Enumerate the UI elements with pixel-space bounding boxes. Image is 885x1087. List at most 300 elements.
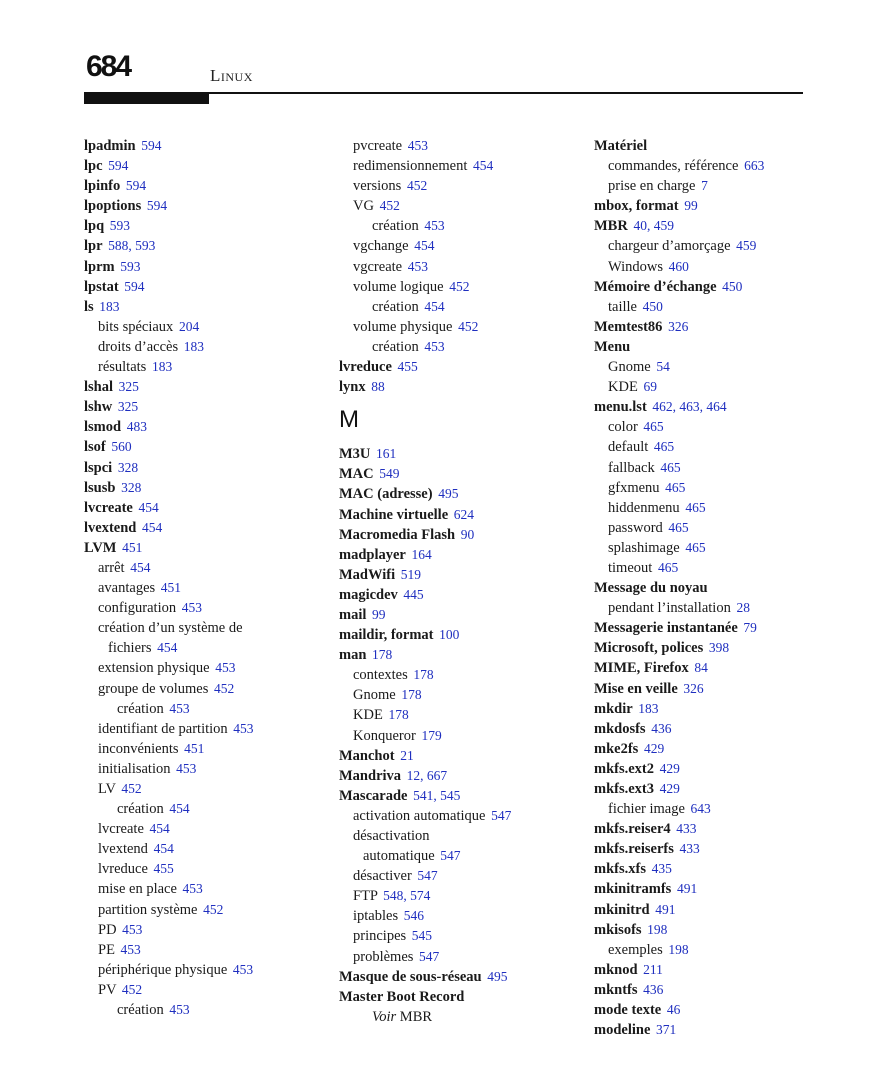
index-subentry [339,906,589,926]
entry-term: contextes [353,667,408,684]
page-reference[interactable]: 624 [453,506,475,522]
entry-term: MadWifi [339,566,396,583]
page-reference[interactable]: 453 [176,760,197,776]
page-header [0,0,885,110]
page-reference[interactable]: 453 [182,881,203,897]
page-reference[interactable]: 429 [659,781,680,796]
index-subentry [594,940,844,960]
entry-term: Microsoft, polices [594,640,704,657]
page-reference[interactable]: 178 [372,647,393,663]
page-reference[interactable]: 325 [118,379,139,395]
entry-term: extension physique [98,660,210,677]
entry-term: PV [98,981,117,998]
entry-term: périphérique physique [98,961,228,978]
index-subentry [84,980,334,1000]
index-entry [84,498,334,518]
page-reference[interactable]: 465 [657,559,679,575]
index-entry [84,236,334,256]
index-subentry [339,665,589,685]
page-reference[interactable]: 178 [401,687,422,703]
page-reference[interactable]: 178 [413,667,434,683]
page-reference[interactable]: 593 [109,218,131,234]
index-entry [594,618,844,638]
entry-term: Messagerie instantanée [594,620,738,637]
index-subentry [339,705,589,725]
entry-term: PE [98,941,115,958]
entry-term: principes [353,928,407,945]
index-subentry [594,236,844,256]
page-reference[interactable]: 12, 667 [406,767,448,783]
index-subentry [84,317,334,337]
entry-term: désactiver [353,868,412,885]
index-entry [84,397,334,417]
entry-term: lvreduce [98,861,148,878]
entry-term: versions [353,178,402,195]
entry-term: lvcreate [84,499,133,516]
page-reference[interactable]: 465 [660,459,681,475]
entry-term: ls [84,298,94,315]
index-subentry [339,317,589,337]
page-reference[interactable]: 453 [233,720,254,736]
page-reference[interactable]: 465 [668,519,689,535]
index-subentry [84,558,334,578]
page-reference[interactable]: 452 [449,278,470,294]
entry-term: création [117,801,164,818]
page-reference[interactable]: 453 [424,218,445,234]
entry-term: lsof [84,439,106,456]
page-reference[interactable]: 183 [151,359,173,375]
page-reference[interactable]: 541, 545 [413,787,461,803]
page-reference[interactable]: 491 [676,881,698,897]
page-reference[interactable]: 452 [213,680,235,696]
index-subentry [339,297,589,317]
page-reference[interactable]: 594 [125,178,147,194]
page-reference[interactable]: 99 [372,606,386,622]
page-reference[interactable]: 547 [417,868,438,884]
entry-term: mkntfs [594,981,638,998]
entry-term: VG [353,198,374,215]
page-reference[interactable]: 100 [439,627,460,643]
page-reference[interactable]: 453 [122,921,143,937]
page-reference[interactable]: 451 [184,740,205,756]
index-subentry [84,879,334,899]
index-subentry [84,679,334,699]
index-column-2 [339,136,589,1027]
page-reference[interactable]: 455 [153,861,174,877]
entry-term: mkfs.xfs [594,861,646,878]
entry-term: création [117,1002,164,1019]
entry-term: MIME, Firefox [594,660,689,677]
page-reference[interactable]: 546 [403,908,424,924]
page-reference[interactable]: 465 [653,439,675,455]
page-reference[interactable]: 663 [744,158,765,174]
index-entry [339,545,589,565]
index-subentry [339,257,589,277]
index-subentry [339,846,589,866]
page-reference[interactable]: 183 [99,298,120,314]
running-title: Linux [210,66,253,85]
page-reference[interactable]: 465 [665,479,686,495]
index-entry [594,658,844,678]
index-entry [594,739,844,759]
entry-term: groupe de volumes [98,680,209,697]
index-subentry [339,1007,589,1027]
page-reference[interactable]: 454 [472,158,494,174]
page-reference[interactable]: 547 [440,848,461,864]
page-reference[interactable]: 90 [460,526,475,542]
index-subentry [84,759,334,779]
entry-term: partition système [98,901,198,918]
entry-term: commandes, référence [608,158,739,175]
page-reference[interactable]: 548, 574 [383,888,431,904]
index-column-1 [84,136,334,1020]
page-reference[interactable]: 69 [643,379,657,395]
page-reference[interactable]: 547 [491,807,512,823]
index-subentry [339,685,589,705]
index-entry [339,585,589,605]
index-entry [339,645,589,665]
page-reference[interactable]: 453 [181,600,202,616]
page-reference[interactable]: 454 [169,801,190,817]
entry-term: lpr [84,238,103,255]
entry-term: désactivation [353,828,430,844]
index-subentry [84,940,334,960]
index-entry [594,819,844,839]
page-reference[interactable]: 452 [406,178,428,194]
page-reference[interactable]: 549 [379,466,400,482]
index-subentry [594,176,844,196]
page-reference[interactable]: 454 [130,559,151,575]
index-entry [594,699,844,719]
index-entry [84,297,334,317]
page-reference[interactable]: 454 [424,298,445,314]
entry-term: bits spéciaux [98,318,174,335]
page-reference[interactable]: 84 [694,660,708,676]
page-reference[interactable]: 454 [138,499,159,515]
entry-term: Message du noyau [594,580,708,597]
page-reference[interactable]: 40, 459 [633,218,674,234]
page-reference[interactable]: 460 [668,258,689,274]
page-reference[interactable]: 491 [655,901,676,917]
index-entry [339,746,589,766]
index-subentry [594,538,844,558]
page-reference[interactable]: 560 [111,439,132,455]
page-reference[interactable]: 545 [411,928,433,944]
index-subentry [339,726,589,746]
entry-term: fichier image [608,801,685,818]
entry-term: iptables [353,908,399,925]
index-entry [594,980,844,1000]
index-subentry [84,839,334,859]
entry-term: configuration [98,600,177,617]
page-reference[interactable]: 161 [376,446,397,462]
page-reference[interactable]: 459 [736,238,757,254]
page-reference[interactable]: 453 [169,700,190,716]
page-reference[interactable]: 328 [117,459,139,475]
page-reference[interactable]: 453 [232,961,254,977]
entry-term: mode texte [594,1002,662,1019]
page-reference[interactable]: 79 [743,620,757,636]
index-entry [339,967,589,987]
page-reference[interactable]: 21 [400,747,414,763]
page-reference[interactable]: 454 [157,640,178,656]
entry-term: mail [339,606,367,623]
entry-term: droits d’accès [98,338,179,355]
section-letter: M [339,406,359,434]
entry-term: mise en place [98,881,177,898]
index-subentry [339,926,589,946]
index-subentry [594,156,844,176]
index-entry [594,196,844,216]
index-entry [339,444,589,464]
page-reference[interactable]: 454 [414,238,435,254]
entry-term: arrêt [98,559,125,576]
index-entry [594,216,844,236]
index-subentry [594,518,844,538]
see-reference: MBR [399,1008,433,1025]
index-entry [339,987,589,1007]
index-entry [84,277,334,297]
index-subentry [84,799,334,819]
entry-term: fallback [608,459,655,476]
entry-term: création [117,700,164,717]
page-reference[interactable]: 328 [121,479,142,495]
index-entry [339,786,589,806]
entry-term: Manchot [339,747,395,764]
index-subentry [84,819,334,839]
page-reference[interactable]: 183 [183,338,204,354]
index-entry [594,1000,844,1020]
page-reference[interactable]: 326 [668,318,689,334]
entry-term: Voir [372,1008,397,1025]
page-reference[interactable]: 454 [149,821,170,837]
entry-term: volume physique [353,318,453,335]
entry-term: chargeur d’amorçage [608,238,731,255]
index-entry [84,216,334,236]
page-reference[interactable]: 88 [371,379,385,395]
page-reference[interactable]: 28 [736,600,750,616]
page-reference[interactable]: 454 [153,841,174,857]
header-rule-block [84,94,209,104]
index-entry [84,176,334,196]
page-reference[interactable]: 451 [160,580,182,596]
page-reference[interactable]: 453 [215,660,236,676]
page-reference[interactable]: 450 [642,298,663,314]
page-reference[interactable]: 495 [487,968,508,984]
index-subentry [594,558,844,578]
index-entry [594,317,844,337]
index-subentry [339,156,589,176]
page-reference[interactable]: 519 [400,566,421,582]
page-reference[interactable]: 433 [679,841,700,857]
page-reference[interactable]: 433 [676,821,697,837]
page-reference[interactable]: 594 [141,138,162,153]
index-entry [339,377,589,397]
index-subentry [84,598,334,618]
page-reference[interactable]: 99 [684,198,698,214]
page-reference[interactable]: 179 [421,727,442,743]
page-reference[interactable]: 594 [124,278,145,294]
page-reference[interactable]: 435 [651,861,672,877]
page-reference[interactable]: 452 [458,318,479,334]
page-reference[interactable]: 594 [108,158,129,174]
index-subentry [339,337,589,357]
page-reference[interactable]: 593 [120,258,141,274]
entry-term: timeout [608,559,653,576]
index-subentry [339,216,589,236]
entry-term: taille [608,298,637,315]
page-reference[interactable]: 211 [643,961,663,977]
page-reference[interactable]: 451 [122,539,143,555]
entry-term: volume logique [353,278,444,295]
entry-term: mkinitrd [594,901,650,918]
page-reference[interactable]: 436 [643,981,664,997]
entry-term: Gnome [353,687,396,704]
page-reference[interactable]: 7 [701,178,708,194]
page-reference[interactable]: 204 [178,318,200,334]
page-reference[interactable]: 429 [659,760,680,776]
index-entry [84,518,334,538]
entry-term: password [608,519,663,536]
entry-term: redimensionnement [353,158,468,175]
page-reference[interactable]: 198 [647,921,668,937]
page-reference[interactable]: 371 [656,1022,677,1038]
index-subentry [339,176,589,196]
index-subentry [84,618,334,638]
index-entry [594,859,844,879]
page-reference[interactable]: 46 [666,1002,681,1018]
entry-term: mkdir [594,700,633,717]
entry-term: lpinfo [84,178,121,195]
page-reference[interactable]: 465 [685,499,706,515]
index-subentry [84,578,334,598]
entry-term: création [372,298,419,315]
page-reference[interactable]: 453 [120,941,141,957]
entry-term: magicdev [339,586,398,603]
index-subentry [594,458,844,478]
index-entry [594,900,844,920]
page-reference[interactable]: 325 [117,399,139,415]
page-reference[interactable]: 436 [651,720,672,736]
index-subentry [339,886,589,906]
entry-term: lvcreate [98,821,144,838]
index-entry [594,759,844,779]
index-subentry [594,357,844,377]
index-entry [84,156,334,176]
page-reference[interactable]: 643 [690,801,711,817]
page-reference[interactable]: 183 [638,700,659,716]
page-reference[interactable]: 547 [419,948,440,964]
index-subentry [339,806,589,826]
entry-term: identifiant de partition [98,720,228,737]
page-reference[interactable]: 452 [121,981,143,997]
index-entry [84,136,334,156]
entry-term: création d’un système de [98,620,243,637]
page-reference[interactable]: 450 [722,278,743,294]
page-reference[interactable]: 164 [411,546,432,562]
entry-term: lpq [84,218,105,235]
index-subentry [339,866,589,886]
entry-term: vgchange [353,238,409,255]
entry-term: inconvénients [98,740,179,757]
entry-term: color [608,419,638,436]
entry-term: Memtest86 [594,318,663,335]
entry-term: problèmes [353,948,414,965]
page-reference[interactable]: 398 [708,640,730,656]
page-reference[interactable]: 453 [407,138,428,153]
page-reference[interactable]: 453 [424,338,445,354]
page-reference[interactable]: 453 [407,258,428,274]
index-entry [594,1020,844,1040]
page-reference[interactable]: 588, 593 [108,238,156,254]
entry-term: lpoptions [84,198,142,215]
entry-term: PD [98,921,117,938]
page-reference[interactable]: 495 [438,486,459,502]
page-reference[interactable]: 198 [668,941,689,957]
entry-term: Mise en veille [594,680,678,697]
entry-term: modeline [594,1022,651,1039]
page-reference[interactable]: 326 [683,680,704,696]
page-reference[interactable]: 465 [685,539,706,555]
entry-term: MAC [339,466,374,483]
entry-term: avantages [98,580,156,597]
page-reference[interactable]: 455 [397,359,418,375]
index-subentry [339,947,589,967]
entry-term: M3U [339,446,371,463]
page-reference[interactable]: 594 [146,198,168,214]
entry-term: Macromedia Flash [339,526,456,543]
index-entry [84,478,334,498]
page-reference[interactable]: 465 [643,419,664,435]
index-subentry [84,719,334,739]
entry-term: mkinitramfs [594,881,672,898]
page-reference[interactable]: 178 [388,707,409,723]
entry-term: mbox, format [594,198,679,215]
index-entry [594,839,844,859]
page-reference[interactable]: 462, 463, 464 [652,399,727,415]
entry-term: pendant l’installation [608,600,731,617]
entry-term: lspci [84,459,113,476]
index-subentry [594,478,844,498]
index-entry [84,196,334,216]
entry-term: lshal [84,379,114,396]
index-entry [594,277,844,297]
index-entry [339,565,589,585]
entry-term: lvextend [98,841,148,858]
index-entry [594,679,844,699]
entry-term: prise en charge [608,178,696,195]
entry-term: résultats [98,359,147,376]
index-entry [594,719,844,739]
entry-term: gfxmenu [608,479,660,496]
page-reference[interactable]: 453 [169,1002,190,1018]
entry-term: Mascarade [339,787,408,804]
page-reference[interactable]: 452 [203,901,224,917]
entry-term: initialisation [98,760,171,777]
page-reference[interactable]: 54 [656,359,670,375]
page-reference[interactable]: 452 [121,781,142,796]
page-reference[interactable]: 429 [643,740,665,756]
page-reference[interactable]: 452 [379,198,400,214]
entry-term: maildir, format [339,627,434,644]
entry-term: mkfs.reiser4 [594,821,671,838]
page-reference[interactable]: 454 [141,519,163,535]
page-reference[interactable]: 483 [126,419,147,435]
entry-term: default [608,439,649,456]
page-reference[interactable]: 445 [403,586,424,602]
index-subentry [84,859,334,879]
entry-term: Menu [594,338,631,355]
